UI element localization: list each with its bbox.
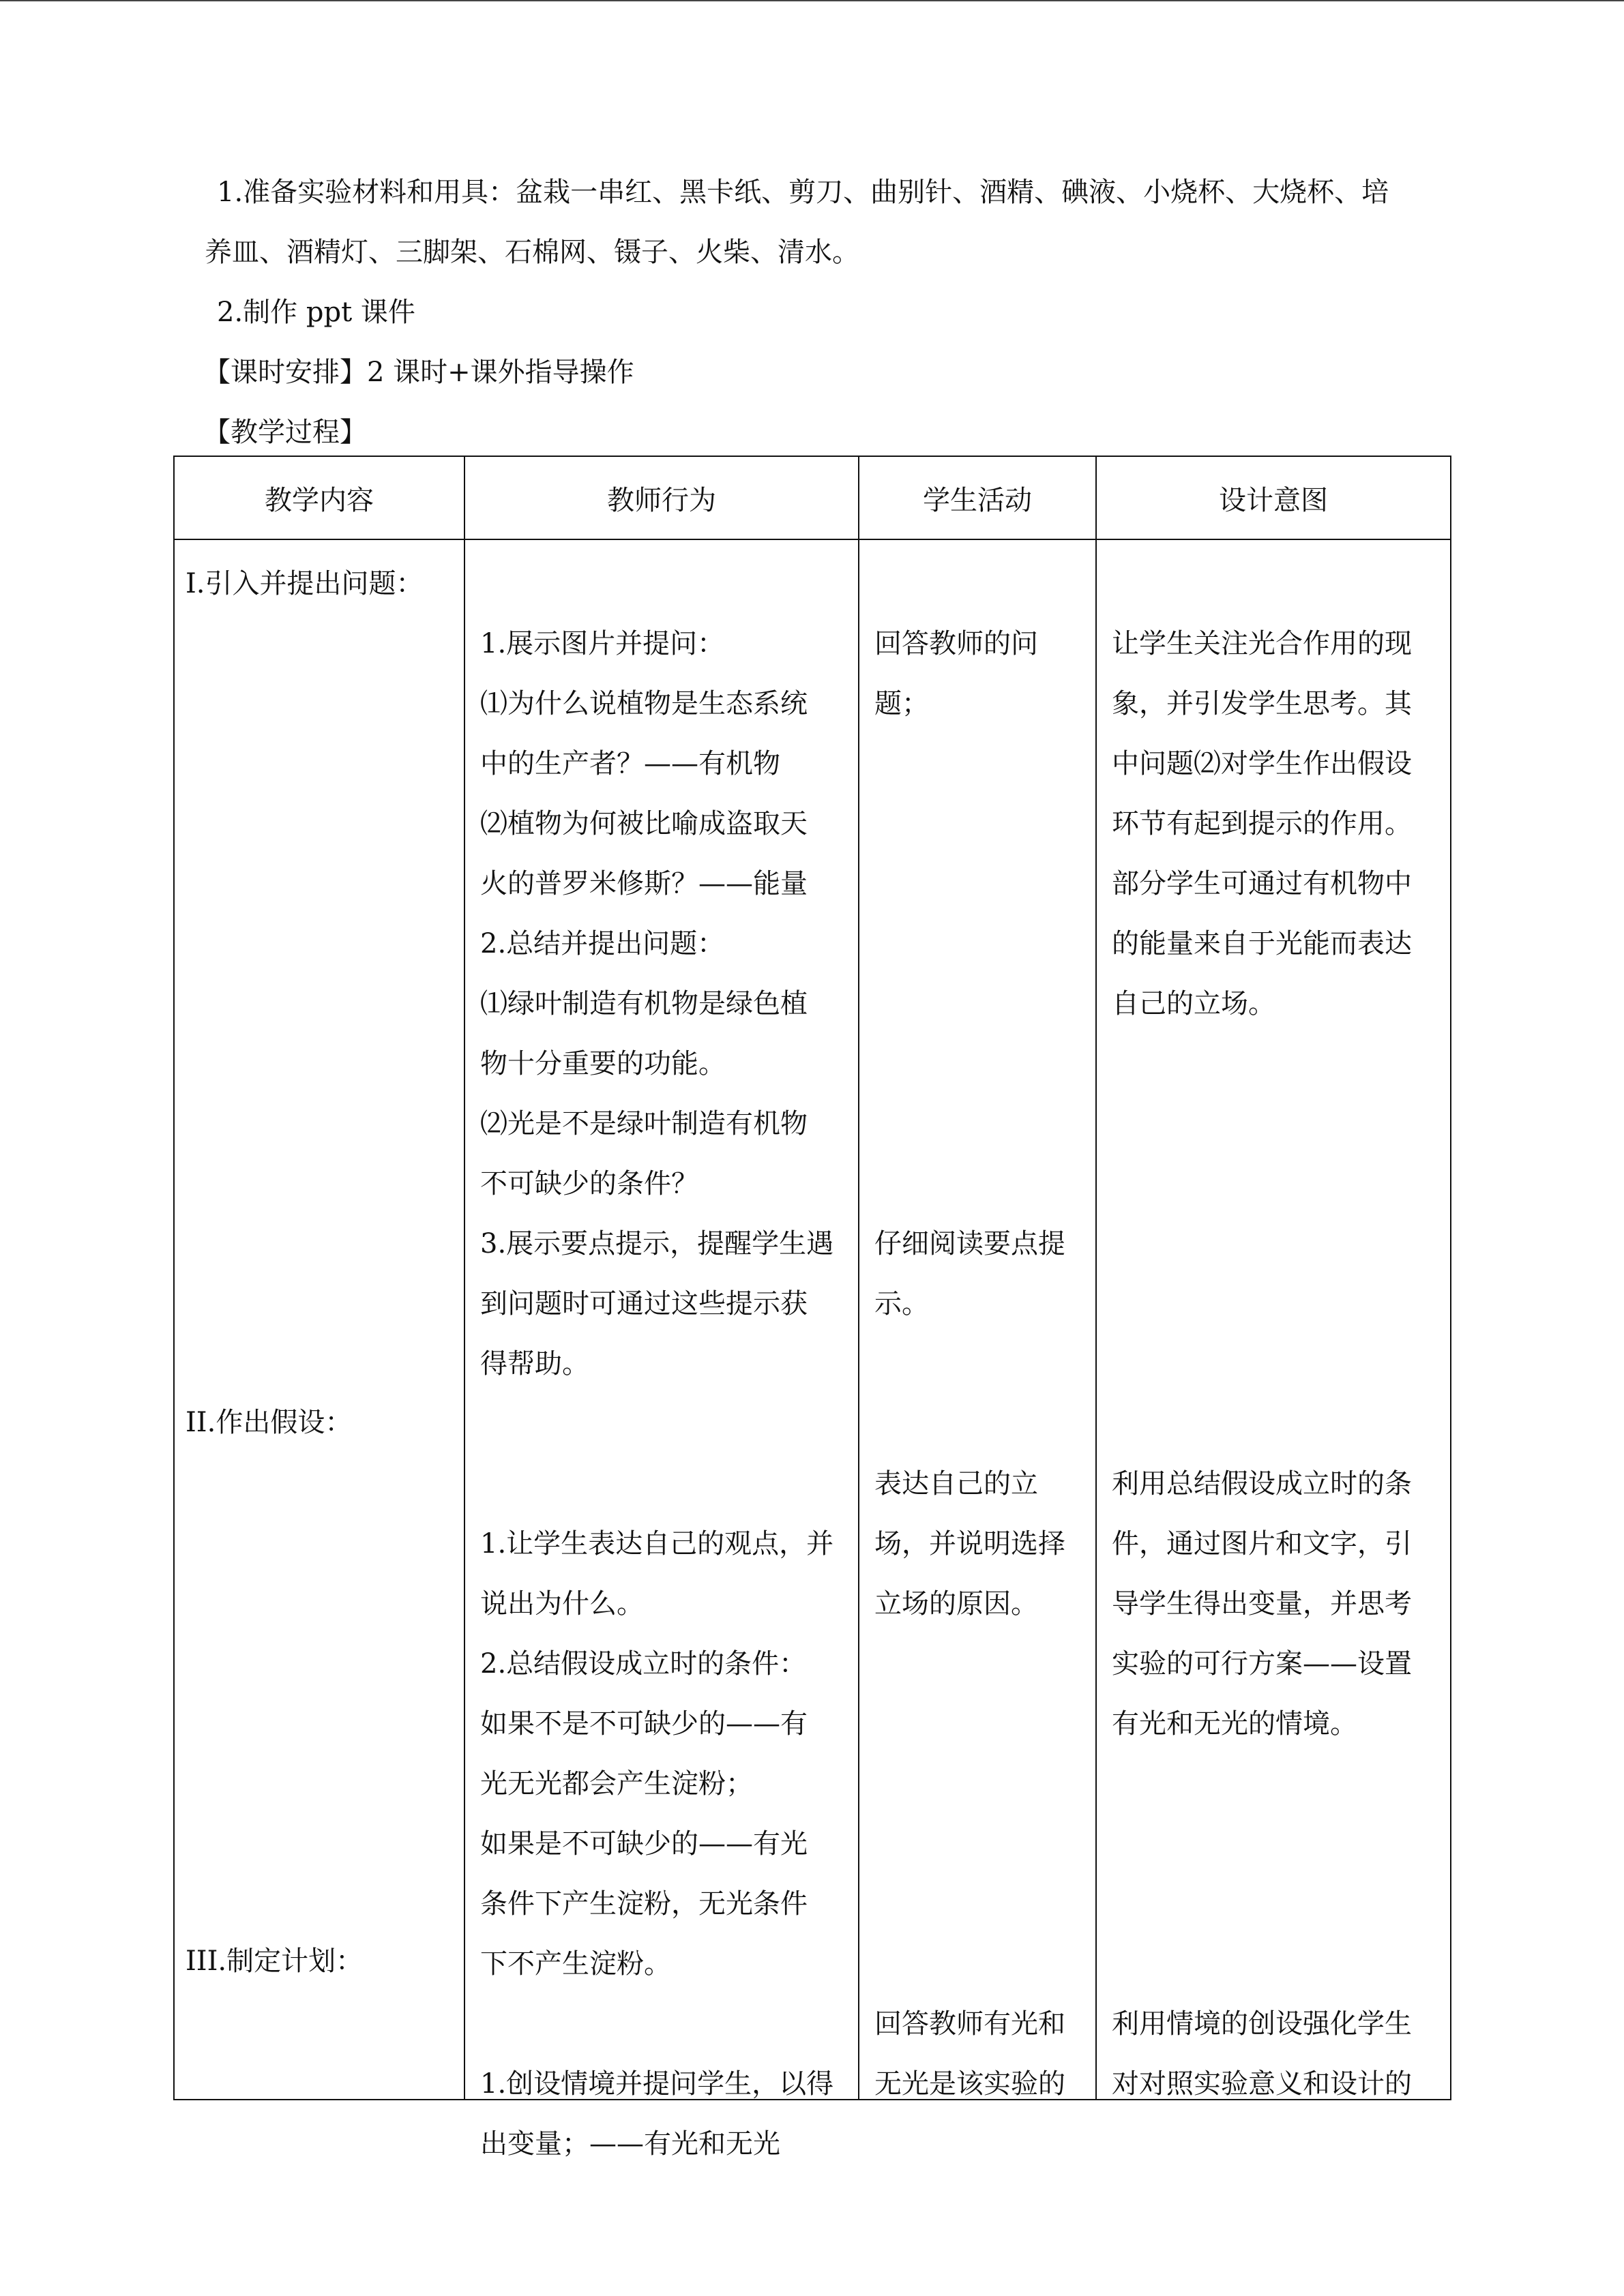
design-text-line: 让学生关注光合作用的现: [1112, 628, 1412, 659]
teacher-text-line: 1.展示图片并提问：: [480, 628, 725, 659]
content-column: [174, 539, 464, 2100]
student-text-line: 场，并说明选择: [874, 1528, 1065, 1560]
header-design: 设计意图: [1096, 456, 1451, 539]
teacher-text-line: 如果是不可缺少的——有光: [480, 1828, 808, 1860]
design-text-line: 导学生得出变量，并思考: [1112, 1588, 1412, 1620]
student-column: [859, 539, 1096, 2100]
design-text-line: 实验的可行方案——设置: [1112, 1648, 1412, 1680]
teacher-text-line: ⑵光是不是绿叶制造有机物: [480, 1108, 808, 1139]
teacher-text-line: 如果不是不可缺少的——有: [480, 1708, 808, 1740]
design-text-line: 有光和无光的情境。: [1112, 1708, 1357, 1740]
teacher-text-line: 光无光都会产生淀粉；: [480, 1768, 753, 1800]
design-text-line: 的能量来自于光能而表达: [1112, 928, 1412, 959]
table-header-row: [174, 456, 1451, 539]
teacher-text-line: 出变量；——有光和无光: [480, 2128, 780, 2160]
teacher-text-line: 中的生产者？——有机物: [480, 748, 780, 779]
process-heading: 【教学过程】: [203, 417, 367, 448]
page-top-border: [0, 0, 1624, 1]
teacher-column: [464, 539, 859, 2160]
teacher-text-line: 火的普罗米修斯？——能量: [480, 868, 808, 899]
teacher-text-line: 物十分重要的功能。: [480, 1048, 726, 1079]
teacher-text-line: 得帮助。: [480, 1348, 589, 1380]
teacher-text-line: 条件下产生淀粉，无光条件: [480, 1888, 808, 1920]
teacher-text-line: 1.创设情境并提问学生，以得: [480, 2068, 834, 2100]
materials-line-2: 养皿、酒精灯、三脚架、石棉网、镊子、火柴、清水。: [205, 237, 859, 268]
teacher-text-line: ⑴为什么说植物是生态系统: [480, 688, 808, 719]
teacher-text-line: 3.展示要点提示，提醒学生遇: [480, 1228, 834, 1259]
design-text-line: 件，通过图片和文字，引: [1112, 1528, 1412, 1560]
teacher-text-line: 下不产生淀粉。: [480, 1948, 671, 1980]
materials-line-1: 1.准备实验材料和用具：盆栽一串红、黑卡纸、剪刀、曲别针、酒精、碘液、小烧杯、大烧杯、培: [217, 177, 1389, 208]
teacher-text-line: 1.让学生表达自己的观点，并: [480, 1528, 834, 1560]
section-plan: III.制定计划：: [186, 1945, 364, 1977]
teacher-text-line: ⑵植物为何被比喻成盗取天: [480, 808, 808, 839]
design-text-line: 象，并引发学生思考。其: [1112, 688, 1412, 719]
student-text-line: 题；: [874, 688, 929, 719]
design-text-line: 中问题⑵对学生作出假设: [1112, 748, 1412, 779]
header-teacher: 教师行为: [464, 456, 859, 539]
student-text-line: 示。: [874, 1288, 929, 1320]
teacher-text-line: 说出为什么。: [480, 1588, 644, 1620]
student-text-line: 回答教师有光和: [874, 2008, 1065, 2040]
student-text-line: 仔细阅读要点提: [874, 1228, 1065, 1259]
teacher-text-line: ⑴绿叶制造有机物是绿色植: [480, 988, 808, 1019]
design-text-line: 利用总结假设成立时的条: [1112, 1468, 1412, 1500]
teacher-text-line: 到问题时可通过这些提示获: [480, 1288, 808, 1320]
design-column: [1096, 539, 1451, 2100]
student-text-line: 表达自己的立: [874, 1468, 1038, 1500]
ppt-line: 2.制作 ppt 课件: [217, 297, 415, 328]
design-text-line: 自己的立场。: [1112, 988, 1275, 1019]
design-text-line: 部分学生可通过有机物中: [1112, 868, 1412, 899]
design-text-line: 利用情境的创设强化学生: [1112, 2008, 1412, 2040]
student-text-line: 回答教师的问: [874, 628, 1038, 659]
header-student: 学生活动: [859, 456, 1096, 539]
teaching-process-table: [173, 456, 1451, 2160]
section-hypothesis: II.作出假设：: [186, 1407, 353, 1438]
header-content: 教学内容: [174, 456, 464, 539]
student-text-line: 无光是该实验的: [874, 2068, 1065, 2100]
schedule-line: 【课时安排】2 课时+课外指导操作: [203, 357, 634, 388]
section-introduce: I.引入并提出问题：: [186, 568, 424, 599]
design-text-line: 环节有起到提示的作用。: [1112, 808, 1412, 839]
teacher-text-line: 不可缺少的条件？: [480, 1168, 698, 1199]
table-body-row: [174, 539, 1451, 2100]
teacher-text-line: 2.总结并提出问题：: [480, 928, 725, 959]
student-text-line: 立场的原因。: [874, 1588, 1038, 1620]
design-text-line: 对对照实验意义和设计的: [1112, 2068, 1412, 2100]
teacher-text-line: 2.总结假设成立时的条件：: [480, 1648, 807, 1680]
